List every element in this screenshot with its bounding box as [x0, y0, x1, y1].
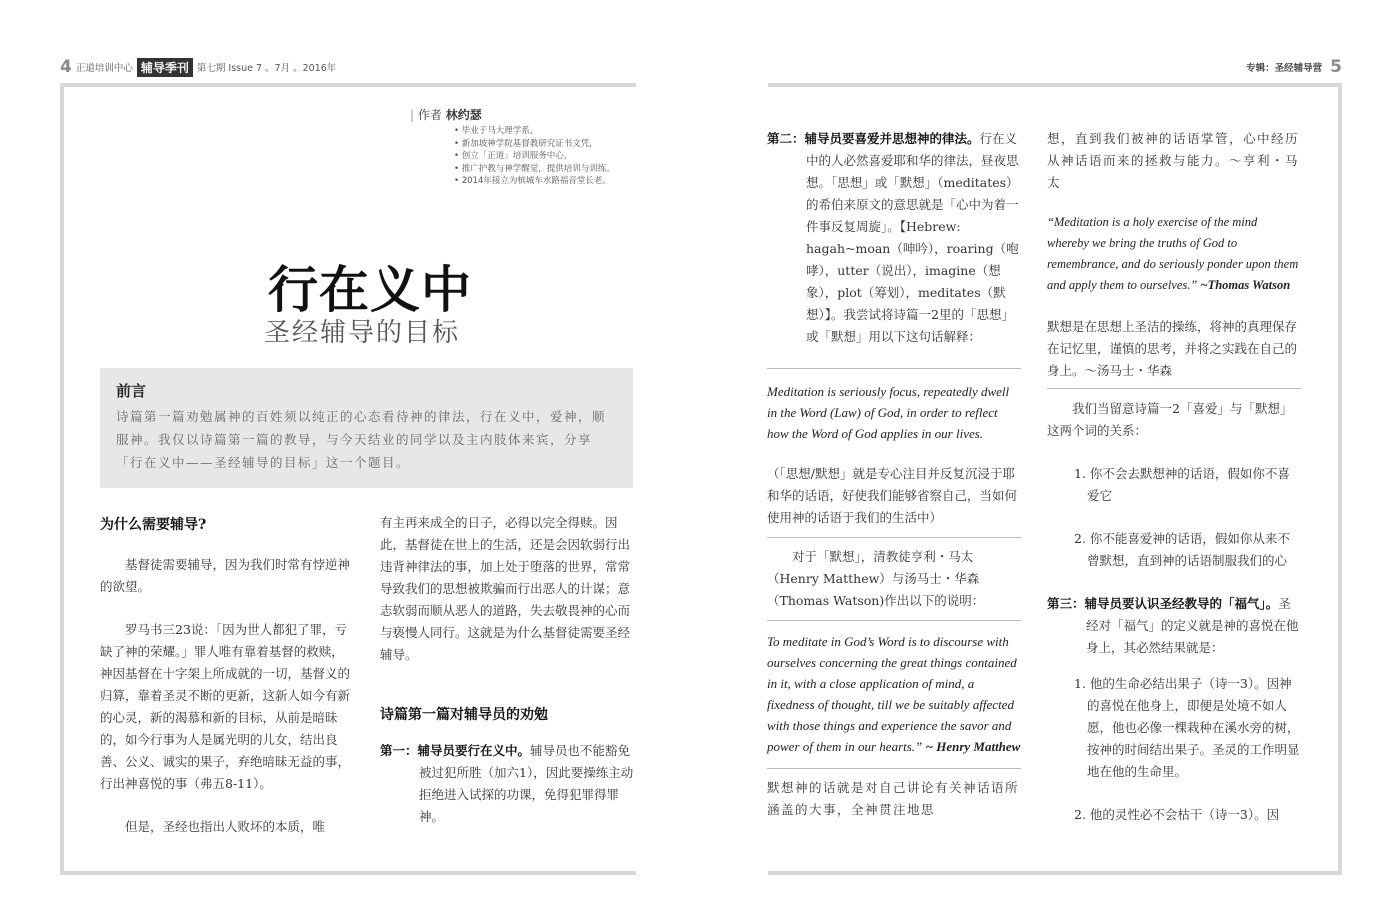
item-text: 圣经对「福气」的定义就是神的喜悦在他身上，其必然结果就是：	[1086, 596, 1299, 655]
translation-paragraph: （「思想/默想」就是专心注目并反复沉浸于耶和华的话语，好使我们能够省察自己，当如何使用神的话语于我们的生活中）	[767, 466, 1018, 525]
author-line: | 作者 林约瑟	[410, 108, 482, 122]
column-1	[100, 514, 354, 859]
paragraph: 有主再来成全的日子，必得以完全得赎。因此，基督徒在世上的生活，还是会因软弱行出违背神律法的事，加上处于堕落的世界，常常导致我们的思想被欺骗而行出恶人的计谋；意志软弱而顺从恶人的道路，失去敬畏神的心而与亵慢人同行。这就是为什么基督徒需要圣经辅导。	[380, 515, 631, 662]
list-item: 2. 他的灵性必不会枯干（诗一3）。因	[1074, 807, 1280, 822]
list-item: 2. 你不能喜爱神的话语，假如你从来不曾默想，直到神的话语制服我们的心	[1074, 531, 1290, 568]
exhortation-item-3	[1047, 593, 1301, 659]
preface-text: 诗篇第一篇劝勉属神的百姓须以纯正的心态看待神的律法，行在义中，爱神，顺服神。我仅以诗篇第一篇的教导，与今天结业的同学以及主内肢体来宾，分享「行在义中——圣经辅导的目标」这一个题目。	[116, 409, 607, 470]
exhortation-item-1	[380, 740, 634, 828]
author-bio-item: • 创立「正道」培训服务中心，	[454, 150, 615, 163]
intro-paragraph: 对于「默想」，清教徒亨利・马太（Henry Matthew）与汤马士・华森（Thomas Watson)作出以下的说明：	[767, 549, 985, 608]
paragraph: 默想是在思想上圣洁的操练，将神的真理保存在记忆里，谨慎的思考，并将之实践在自己的身上。～汤马士・华森	[1047, 319, 1298, 378]
header-journal-badge: 辅导季刊	[137, 58, 193, 77]
divider	[767, 620, 1021, 621]
preface-heading: 前言	[116, 382, 147, 400]
item-label: 第二：	[767, 131, 805, 146]
item-label: 第三：	[1047, 596, 1085, 611]
paragraph: 默想神的话就是对自己讲论有关神话语所涵盖的大事，全神贯注地思	[767, 780, 1020, 817]
exhortation-item-2	[767, 128, 1021, 348]
quote-henry-matthew	[767, 631, 1021, 757]
paragraph: 我们当留意诗篇一2「喜爱」与「默想」这两个词的关系：	[1047, 401, 1293, 438]
quote-thomas-watson	[1047, 212, 1301, 296]
quote-text: To meditate in God’s Word is to discourse with ourselves concerning the great things contained in it, with a close application of mind, a fixedness of thought, till we be suitably affected with those things and experience the savor and power of them in our hearts.”	[767, 634, 1017, 754]
author-bio-item: • 毕业于马大理学系，	[454, 125, 615, 138]
item-bold-text: 辅导员要喜爱并思想神的律法。	[804, 131, 980, 146]
header-org: 正道培训中心	[75, 63, 133, 74]
item-text: 行在义中的人必然喜爱耶和华的律法，昼夜思想。「思想」或「默想」（meditates）的希伯来原文的意思就是「心中为着一件事反复周旋」。【Hebrew: hagah~moan（呻吟），roaring（咆哮），utter（说出），imagine（想象），plot（筹划），meditates（默想）】。我尝试将诗篇一2里的「思想」或「默想」用以下这句话解释：	[806, 131, 1019, 344]
list-item: 1. 你不会去默想神的话语，假如你不喜爱它	[1074, 466, 1290, 503]
page-number-right: 5	[1330, 57, 1342, 77]
divider	[767, 537, 1021, 538]
column-4-body	[1047, 398, 1301, 847]
column-3	[767, 128, 1021, 362]
author-bio-item: • 2014年接立为槟城车水路福音堂长老。	[454, 175, 615, 188]
section-heading-psalm1: 诗篇第一篇对辅导员的劝勉	[380, 707, 548, 723]
paragraph: 想，直到我们被神的话语掌管，心中经历从神话语而来的拯救与能力。～亨利・马太	[1047, 131, 1300, 190]
preface-box	[100, 368, 633, 488]
quote-author: ~Thomas Watson	[1200, 278, 1291, 292]
header-issue: 第七期 Issue 7 。7月 。2016年	[196, 63, 337, 74]
article-title: 行在义中	[268, 261, 472, 319]
author-bio-list	[454, 125, 615, 188]
paragraph: 罗马书三23说：「因为世人都犯了罪，亏缺了神的荣耀。」罪人唯有靠着基督的救赎，神因基督在十字架上所成就的一切，基督义的归算，靠着圣灵不断的更新，这新人如今有新的心灵，新的渴慕和新的目标，从前是暗昧的，如今行事为人是属光明的儿女，结出良善、公义、诚实的果子，弃绝暗昧无益的事，行出神喜悦的事（弗五8-11）。	[100, 622, 351, 791]
item-bold-text: 辅导员要行在义中。	[417, 743, 531, 758]
quote-author: ~ Henry Matthew	[925, 739, 1021, 754]
author-name: 林约瑟	[445, 108, 482, 122]
author-bio-item: • 新加坡神学院基督教研究证书文凭，	[454, 138, 615, 151]
quote-meditation-definition: Meditation is seriously focus, repeatedly dwell in the Word (Law) of God, in order to reflect how the Word of God applies in our lives.	[767, 384, 1010, 441]
article-subtitle: 圣经辅导的目标	[264, 318, 461, 348]
divider	[767, 368, 1021, 369]
divider	[767, 768, 1021, 769]
right-page-header	[1246, 57, 1342, 77]
author-bio-item: • 推广护教与神学醒觉，提供培训与训练。	[454, 163, 615, 176]
divider	[1047, 388, 1301, 389]
quote-text: “Meditation is a holy exercise of the mind whereby we bring the truths of God to remembrance, and do seriously ponder upon them and apply them to ourselves.”	[1047, 215, 1299, 292]
header-section: 专辑：圣经辅导营	[1246, 63, 1323, 74]
item-label: 第一：	[380, 743, 418, 758]
page-number-left: 4	[60, 57, 72, 77]
list-item: 1. 他的生命必结出果子（诗一3）。因神的喜悦在他身上，即便是处境不如人愿，他也必像一棵栽种在溪水旁的树，按神的时间结出果子。圣灵的工作明显地在他的生命里。	[1074, 676, 1300, 779]
paragraph: 但是，圣经也指出人败坏的本质，唯	[125, 819, 326, 834]
column-2	[380, 512, 634, 849]
author-label: 作者	[417, 108, 442, 122]
item-bold-text: 辅导员要认识圣经教导的「福气」。	[1084, 596, 1279, 611]
paragraph: 基督徒需要辅导，因为我们时常有悖逆神的欲望。	[100, 557, 351, 594]
author-block	[410, 106, 615, 188]
item-text: 辅导员也不能豁免被过犯所胜（加六1），因此要操练主动拒绝进入试探的功课，免得犯罪得罪神。	[419, 743, 634, 824]
section-heading-why: 为什么需要辅导?	[100, 517, 207, 533]
left-page-header	[60, 57, 336, 77]
